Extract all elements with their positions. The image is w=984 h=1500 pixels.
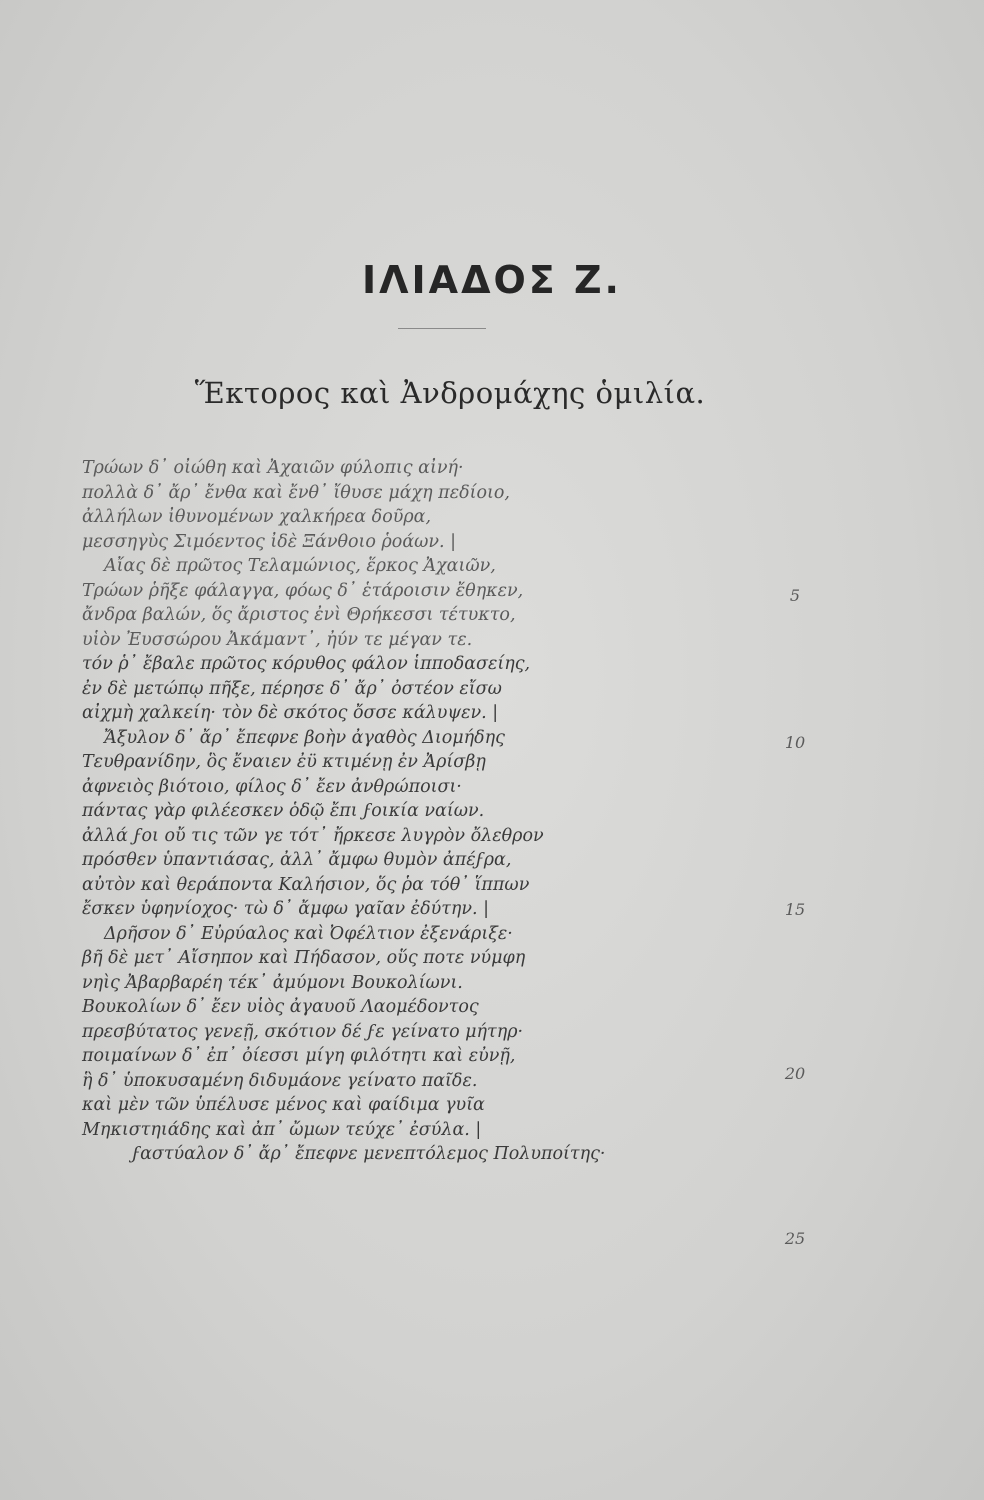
line-number: 10 [784, 733, 806, 752]
verse-line: ἀλλά ϝοι οὔ τις τῶν γε τότ᾽ ἤρκεσε λυγρὸν ὄλεθρον [82, 825, 544, 846]
section-subtitle: Ἕκτορος καὶ Ἀνδρομάχης ὁμιλία. [194, 376, 706, 410]
verse-line: αὐτὸν καὶ θεράποντα Καλήσιον, ὅς ῥα τόθ᾽ ἵππων [82, 874, 530, 895]
verse-line: Μηκιστηιάδης καὶ ἀπ᾽ ὤμων τεύχε᾽ ἐσύλα. | [82, 1119, 482, 1140]
verse-line: Τευθρανίδην, ὃς ἔναιεν ἐϋ κτιμένῃ ἐν Ἀρίσβῃ [82, 752, 486, 772]
verse-line: βῆ δὲ μετ᾽ Αἴσηπον καὶ Πήδασον, οὕς ποτε νύμφη [82, 948, 526, 968]
line-number: 5 [789, 586, 801, 605]
verse-line: πολλὰ δ᾽ ἄρ᾽ ἔνθα καὶ ἔνθ᾽ ἴθυσε μάχη πεδίοιο, [82, 482, 510, 503]
verse-line: ἀλλήλων ἰθυνομένων χαλκήρεα δοῦρα, [82, 507, 432, 527]
line-number: 25 [784, 1229, 806, 1248]
verse-line: ἐν δὲ μετώπῳ πῆξε, πέρησε δ᾽ ἄρ᾽ ὀστέον εἴσω [82, 678, 502, 699]
verse-line: Ἄξυλον δ᾽ ἄρ᾽ ἔπεφνε βοὴν ἀγαθὸς Διομήδης [104, 727, 505, 748]
verse-line: ἄνδρα βαλών, ὅς ἄριστος ἐνὶ Θρήκεσσι τέτυκτο, [82, 605, 516, 625]
verse-line: Αἴας δὲ πρῶτος Τελαμώνιος, ἕρκος Ἀχαιῶν, [104, 556, 496, 576]
verse-line: μεσσηγὺς Σιμόεντος ἰδὲ Ξάνθοιο ῥοάων. | [82, 531, 457, 552]
verse-line: ἔσκεν ὑφηνίοχος· τὼ δ᾽ ἄμφω γαῖαν ἐδύτην. | [82, 899, 490, 919]
page-title: ΙΛΙΑΔΟΣ Ζ. [362, 258, 622, 302]
verse-line: καὶ μὲν τῶν ὑπέλυσε μένος καὶ φαίδιμα γυῖα [82, 1095, 485, 1115]
verse-line: πρόσθεν ὑπαντιάσας, ἀλλ᾽ ἄμφω θυμὸν ἀπέϝρα, [82, 850, 512, 870]
verse-line: τόν ῥ᾽ ἔβαλε πρῶτος κόρυθος φάλον ἱπποδασείης, [82, 654, 531, 674]
verse-line: Βουκολίων δ᾽ ἔεν υἱὸς ἀγαυοῦ Λαομέδοντος [82, 997, 479, 1017]
verse-line: πρεσβύτατος γενεῇ, σκότιον δέ ϝε γείνατο μήτηρ· [82, 1021, 524, 1042]
verse-line: αἰχμὴ χαλκείη· τὸν δὲ σκότος ὄσσε κάλυψεν. | [82, 703, 499, 723]
verse-line: νηὶς Ἀβαρβαρέη τέκ᾽ ἀμύμονι Βουκολίωνι. [82, 972, 463, 993]
verse-line: ἣ δ᾽ ὑποκυσαμένη διδυμάονε γείνατο παῖδε. [82, 1070, 478, 1091]
verse-line: υἱὸν Ἐυσσώρου Ἀκάμαντ᾽, ἠύν τε μέγαν τε. [82, 629, 473, 650]
verse-line: Τρώων δ᾽ οἰώθη καὶ Ἀχαιῶν φύλοπις αἰνή· [82, 458, 464, 478]
verse-line: Δρῆσον δ᾽ Εὐρύαλος καὶ Ὀφέλτιον ἐξενάριξε· [104, 923, 513, 944]
verse-line: Τρώων ῥῆξε φάλαγγα, φόως δ᾽ ἑτάροισιν ἔθηκεν, [82, 580, 524, 601]
line-number: 15 [784, 900, 806, 919]
line-number: 20 [784, 1064, 806, 1083]
verse-line: πάντας γὰρ φιλέεσκεν ὁδῷ ἔπι ϝοικία ναίων. [82, 801, 485, 821]
verse-line: ϝαστύαλον δ᾽ ἄρ᾽ ἔπεφνε μενεπτόλεμος Πολυποίτης· [132, 1144, 606, 1164]
verse-line: ποιμαίνων δ᾽ ἐπ᾽ ὀίεσσι μίγη φιλότητι καὶ εὐνῇ, [82, 1046, 516, 1066]
verse-block [82, 456, 722, 1167]
title-divider [398, 328, 486, 329]
verse-line: ἀφνειὸς βιότοιο, φίλος δ᾽ ἔεν ἀνθρώποισι· [82, 776, 462, 797]
